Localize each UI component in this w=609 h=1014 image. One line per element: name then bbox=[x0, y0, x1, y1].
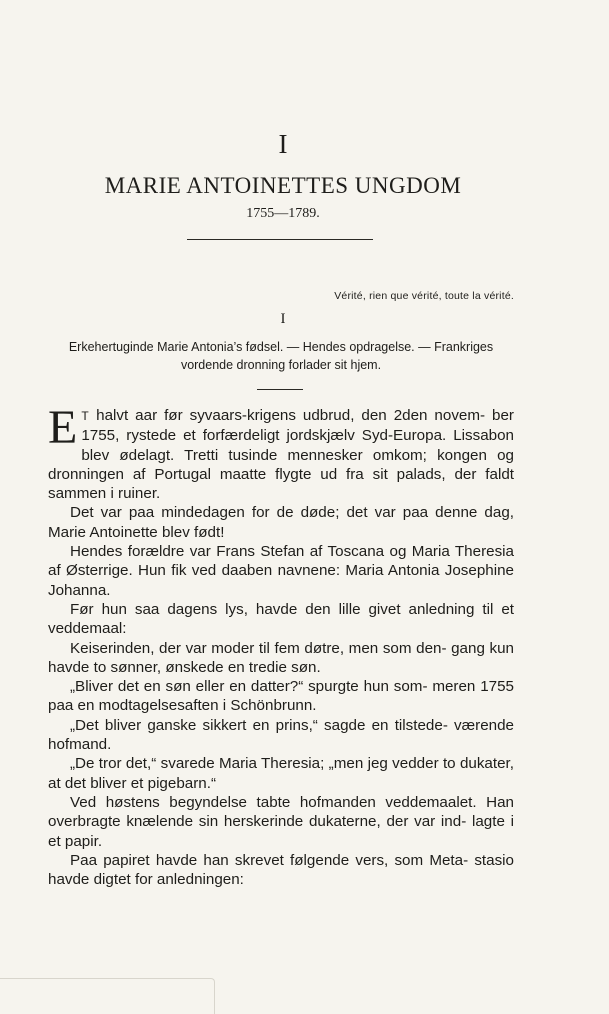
chapter-title: MARIE ANTOINETTES UNGDOM bbox=[104, 173, 462, 198]
paragraph-5: Keiserinden, der var moder til fem døtre, men som den- gang kun havde to sønner, ønskede en tredie søn. bbox=[48, 639, 514, 676]
paragraph-9: Ved høstens begyndelse tabte hofmanden veddemaalet. Han overbragte knælende sin herskerinde dukaterne, der var ind- lagte i et papir. bbox=[48, 793, 514, 850]
paragraph-2: Det var paa mindedagen for de døde; det var paa denne dag, Marie Antoinette blev født! bbox=[48, 504, 514, 541]
paragraph-4: Før hun saa dagens lys, havde den lille givet anledning til et veddemaal: bbox=[48, 600, 514, 638]
body-text bbox=[48, 401, 514, 889]
chapter-years: 1755—1789. bbox=[246, 206, 320, 221]
summary-divider bbox=[257, 389, 303, 390]
title-divider bbox=[187, 239, 373, 240]
section-summary: Erkehertuginde Marie Antonia’s fødsel. — Hendes opdragelse. — Frankriges vordende dronning forlader sit hjem. bbox=[68, 340, 494, 372]
paragraph-6: „Bliver det en søn eller en datter?“ spurgte hun som- meren 1755 paa en modtagelsesaften i Schönbrunn. bbox=[48, 678, 514, 715]
section-number: I bbox=[280, 311, 286, 327]
drop-cap: E bbox=[48, 401, 78, 454]
paragraph-1-text: halvt aar før syvaars-krigens udbrud, den 2den novem- ber 1755, rystede et forfærdeligt jordskjælv Syd-Europa. Lissabon blev ødelagt. Tretti tusinde mennesker omkom; kongen og dronningen af Portugal maatte flygte ud fra sit palads, der faldt sammen i ruiner. bbox=[48, 407, 514, 503]
paragraph-10: Paa papiret havde han skrevet følgende vers, som Meta- stasio havde digtet for anledningen: bbox=[48, 851, 514, 889]
first-word-rest: T bbox=[81, 409, 90, 423]
paragraph-3: Hendes forældre var Frans Stefan af Toscana og Maria Theresia af Østerrige. Hun fik ved daaben navnene: Maria Antonia Josephine Johanna. bbox=[48, 543, 514, 599]
epigraph: Vérité, rien que vérité, toute la vérité. bbox=[334, 290, 514, 302]
paragraph-7: „Det bliver ganske sikkert en prins,“ sagde en tilstede- værende hofmand. bbox=[48, 716, 514, 754]
chapter-number: I bbox=[278, 129, 288, 159]
paragraph-8: „De tror det,“ svarede Maria Theresia; „men jeg vedder to dukater, at det bliver et pigebarn.“ bbox=[48, 755, 514, 792]
page-fold-edge bbox=[0, 978, 215, 1014]
paragraph-1 bbox=[48, 401, 514, 503]
